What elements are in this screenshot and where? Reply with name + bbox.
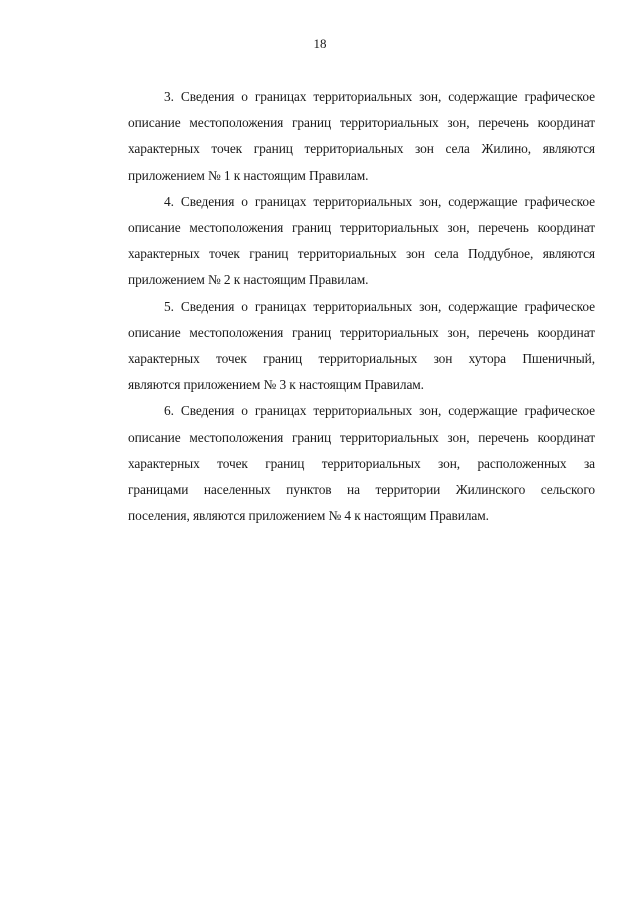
text-line: границами населенных пунктов на территории Жилинского сельского: [128, 482, 595, 498]
text-line: являются приложением № 3 к настоящим Правилам.: [128, 377, 424, 393]
text-line: описание местоположения границ территориальных зон, перечень координат: [128, 429, 595, 445]
text-line: 3. Сведения о границах территориальных зон, содержащие графическое: [164, 89, 595, 104]
text-line: описание местоположения границ территориальных зон, перечень координат: [128, 115, 595, 131]
text-line: 6. Сведения о границах территориальных зон, содержащие графическое: [164, 403, 595, 419]
text-line: описание местоположения границ территориальных зон, перечень координат: [128, 220, 595, 236]
text-line: характерных точек границ территориальных зон, расположенных за: [128, 455, 595, 471]
paragraph-6: [92, 398, 595, 529]
document-body: [92, 84, 595, 529]
paragraph-3: [92, 84, 595, 189]
text-line: приложением № 1 к настоящим Правилам.: [128, 167, 369, 183]
text-line: поселения, являются приложением № 4 к настоящим Правилам.: [128, 508, 489, 524]
text-line: характерных точек границ территориальных зон села Жилино, являются: [128, 141, 595, 157]
text-line: приложением № 2 к настоящим Правилам.: [128, 272, 369, 288]
text-line: 4. Сведения о границах территориальных зон, содержащие графическое: [164, 193, 595, 209]
page-number: 18: [313, 36, 327, 51]
text-line: 5. Сведения о границах территориальных зон, содержащие графическое: [164, 298, 595, 314]
text-line: характерных точек границ территориальных зон хутора Пшеничный,: [128, 351, 595, 367]
paragraph-5: [92, 294, 595, 399]
paragraph-4: [92, 189, 595, 294]
text-line: характерных точек границ территориальных зон села Поддубное, являются: [128, 246, 595, 262]
text-line: описание местоположения границ территориальных зон, перечень координат: [128, 324, 595, 340]
